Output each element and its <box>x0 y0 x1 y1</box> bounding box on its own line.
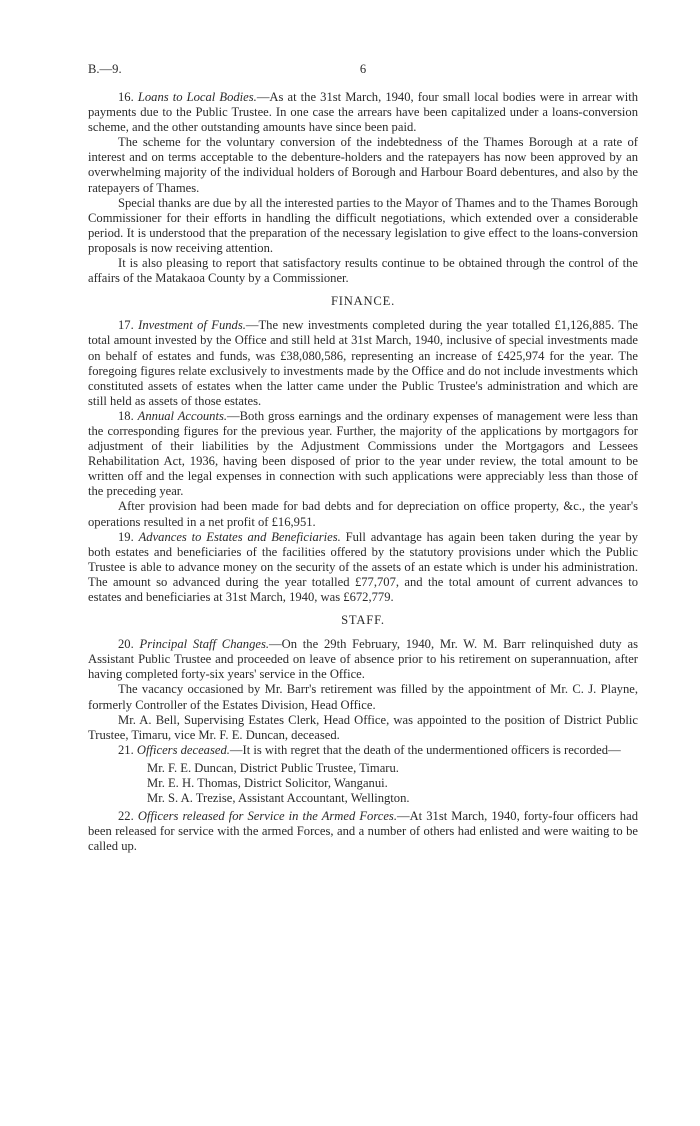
paragraph-heading: Advances to Estates and Beneficiaries. <box>138 529 341 544</box>
paragraph-number: 22. <box>118 809 138 824</box>
section-heading-finance: FINANCE. <box>330 294 396 309</box>
paragraph-number: 21. <box>118 742 137 757</box>
paragraph-text: —On the 29th February, 1940, Mr. W. M. Barr relinquished duty as Assistant Public Trustee and proceeded on leave of absence prior to his retirement on superannuation, after having completed forty-six years' service in the Office. <box>88 637 639 682</box>
paragraph-number: 20. <box>118 637 140 652</box>
paragraph-20-bell: Mr. A. Bell, Supervising Estates Clerk, Head Office, was appointed to the position of District Public Trustee, Timaru, vice Mr. F. E. Duncan, deceased. <box>88 712 638 742</box>
section-heading-staff: STAFF. <box>341 613 385 628</box>
list-item: Mr. S. A. Trezise, Assistant Accountant, Wellington. <box>147 791 410 806</box>
deceased-officers-list <box>147 761 638 806</box>
paragraph-heading: Officers released for Service in the Armed Forces. <box>137 809 397 824</box>
page-number: 6 <box>359 62 367 76</box>
document-body <box>88 57 638 855</box>
paragraph-number: 17. <box>118 318 139 333</box>
paragraph-17 <box>88 318 638 409</box>
document-reference: B.—9. <box>88 62 122 76</box>
paragraph-18 <box>88 409 638 500</box>
paragraph-18-net-profit: After provision had been made for bad debts and for depreciation on office property, &c., the year's operations resulted in a net profit of £16,951. <box>88 499 638 529</box>
paragraph-16-special-thanks: Special thanks are due by all the interested parties to the Mayor of Thames and to the Thames Borough Commissioner for their efforts in handling the difficult negotiations, which extended over a considerable period. It is understood that the preparation of the necessary legislation to give effect to the loans-conversion proposals is now receiving attention. <box>88 195 638 255</box>
paragraph-20-vacancy: The vacancy occasioned by Mr. Barr's retirement was filled by the appointment of Mr. C. J. Playne, formerly Controller of the Estates Division, Head Office. <box>88 682 638 712</box>
paragraph-16-matakaoa: It is also pleasing to report that satisfactory results continue to be obtained through the control of the affairs of the Matakaoa County by a Commissioner. <box>88 256 638 286</box>
paragraph-text: —As at the 31st March, 1940, four small local bodies were in arrear with payments due to the Public Trustee. In one case the arrears have been capitalized under a loans-conversion scheme, and the other outstanding amounts have since been paid. <box>88 90 638 135</box>
running-header <box>88 62 638 78</box>
paragraph-number: 19. <box>118 529 139 544</box>
list-item: Mr. F. E. Duncan, District Public Trustee, Timaru. <box>147 760 399 775</box>
paragraph-text: —At 31st March, 1940, forty-four officers had been released for service with the armed Forces, and a number of others had enlisted and were waiting to be called up. <box>88 809 638 854</box>
paragraph-text: —It is with regret that the death of the undermentioned officers is recorded— <box>229 742 621 757</box>
paragraph-16-thames-scheme: The scheme for the voluntary conversion of the indebtedness of the Thames Borough at a rate of interest and on terms acceptable to the debenture-holders and the ratepayers has now been approved by an overwhelming majority of the individual holders of Borough and Harbour Board debentures, and also by the ratepayers of Thames. <box>88 135 638 195</box>
paragraph-number: 16. <box>118 90 138 104</box>
paragraph-heading: Investment of Funds. <box>138 318 246 333</box>
paragraph-19 <box>88 530 638 605</box>
paragraph-text: —The new investments completed during the year totalled £1,126,885. The total amount invested by the Office and still held at 31st March, 1940, inclusive of special investments made on behalf of estates and funds, was £38,080,586, representing an increase of £425,974 for the year. The foregoing figures relate exclusively to investments made by the Office and do not include investments which constituted assets of estates when the latter came under the Public Trustee's administration and which are still held as assets of those estates. <box>88 318 638 408</box>
paragraph-21 <box>88 743 638 758</box>
list-item: Mr. E. H. Thomas, District Solicitor, Wanganui. <box>147 776 388 791</box>
paragraph-16 <box>88 90 638 135</box>
paragraph-heading: Principal Staff Changes. <box>139 637 270 652</box>
paragraph-20 <box>88 637 638 682</box>
paragraph-number: 18. <box>118 408 138 423</box>
paragraph-heading: Officers deceased. <box>136 742 230 757</box>
paragraph-22 <box>88 809 638 854</box>
paragraph-text: —Both gross earnings and the ordinary expenses of management were less than the corresponding figures for the previous year. Further, the majority of the applications by mortgagors for adjustment of their liabilities by the Adjustment Commissions under the Mortgagors and Lessees Rehabilitation Act, 1936, having been disposed of prior to the year under review, the total amount to be written off and the legal expenses in connection with such applications were appreciably less than those of the preceding year. <box>88 408 638 499</box>
paragraph-heading: Annual Accounts. <box>137 408 228 423</box>
paragraph-heading: Loans to Local Bodies. <box>137 90 257 104</box>
paragraph-text: Full advantage has again been taken during the year by both estates and beneficiaries of the facilities offered by the statutory provisions under which the Public Trustee is able to advance money on the security of the assets of an estate which is under his administration. The amount so advanced during the year totalled £77,707, and the total amount of current advances to estates and beneficiaries at 31st March, 1940, was £672,779. <box>88 529 639 604</box>
